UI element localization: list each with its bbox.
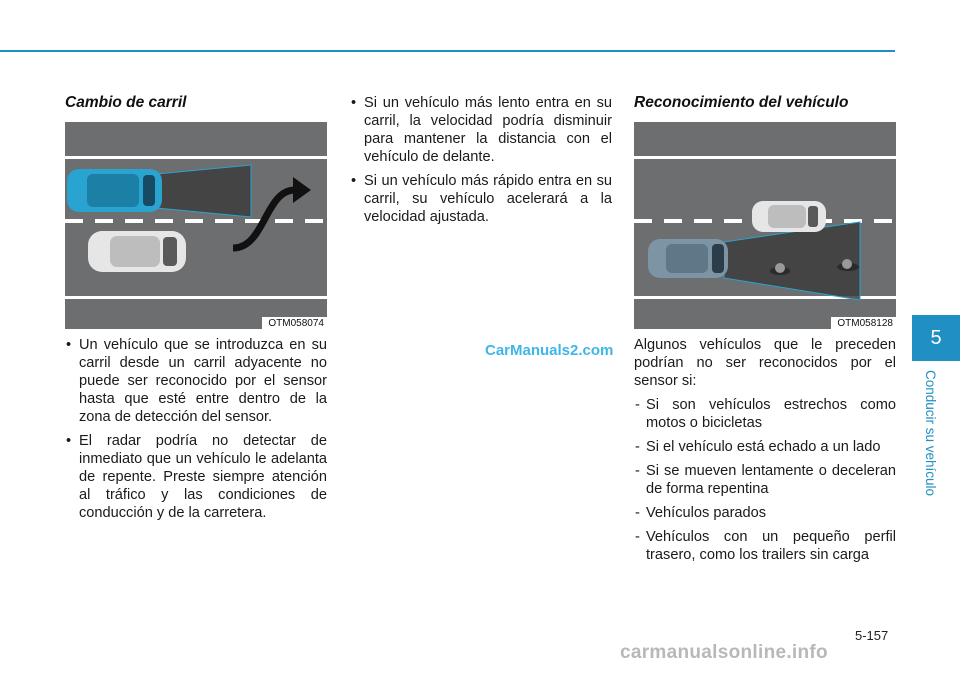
list-item: • Un vehículo que se introduzca en su carril desde un carril adyacente no puede ser reconocido por el sensor hasta que esté entre dentro de la zona de detección del sensor. [65,336,327,426]
ego-car-icon [67,169,162,212]
lane-line-top [634,156,896,159]
list-item: - Si son vehículos estrechos como motos o bicicletas [634,396,896,432]
lane-dashes [65,219,323,223]
heading-vehicle-recognition: Reconocimiento del vehículo [634,94,849,111]
list-item: - Vehículos con un pequeño perfil trasero, como los trailers sin carga [634,528,896,564]
chapter-title [922,370,942,510]
adjacent-car-icon [88,231,186,272]
intro-paragraph: Algunos vehículos que le preceden podrían no ser reconocidos por el sensor si: [634,337,896,389]
col3-text [634,336,896,570]
lane-line-top [65,156,327,159]
figure-vehicle-recognition [634,122,896,329]
preceding-car-icon [752,201,826,232]
list-item: - Si se mueven lentamente o deceleran de forma repentina [634,462,896,498]
col2-text [350,94,612,232]
list-item: • Si un vehículo más rápido entra en su carril, su vehículo acelerará a la velocidad ajustada. [350,172,612,226]
watermark: CarManuals2.com [485,342,614,359]
header-rule [0,50,895,52]
chapter-tab: 5 [912,315,960,361]
col1-text [65,336,327,528]
list-item: • Si un vehículo más lento entra en su carril, la velocidad podría disminuir para mantener la distancia con el vehículo de delante. [350,94,612,166]
figure-caption: OTM058074 [262,317,327,329]
page-number: 5-157 [855,628,889,643]
vehicle-recognition-illustration [634,122,896,329]
ego-car-icon [648,239,728,278]
figure-caption: OTM058128 [831,317,896,329]
list-item: - Vehículos parados [634,504,896,522]
lane-change-illustration [65,122,327,329]
chapter-title-text: Conducir su vehículo [923,370,938,497]
bottom-watermark: carmanualsonline.info [620,642,828,663]
figure-lane-change [65,122,327,329]
lane-line-bottom [65,296,327,299]
heading-lane-change: Cambio de carril [65,94,187,111]
list-item: • El radar podría no detectar de inmediato que un vehículo le adelanta de repente. Preste siempre atención al tráfico y las condiciones de conducción y de la carretera. [65,432,327,522]
list-item: - Si el vehículo está echado a un lado [634,438,896,456]
